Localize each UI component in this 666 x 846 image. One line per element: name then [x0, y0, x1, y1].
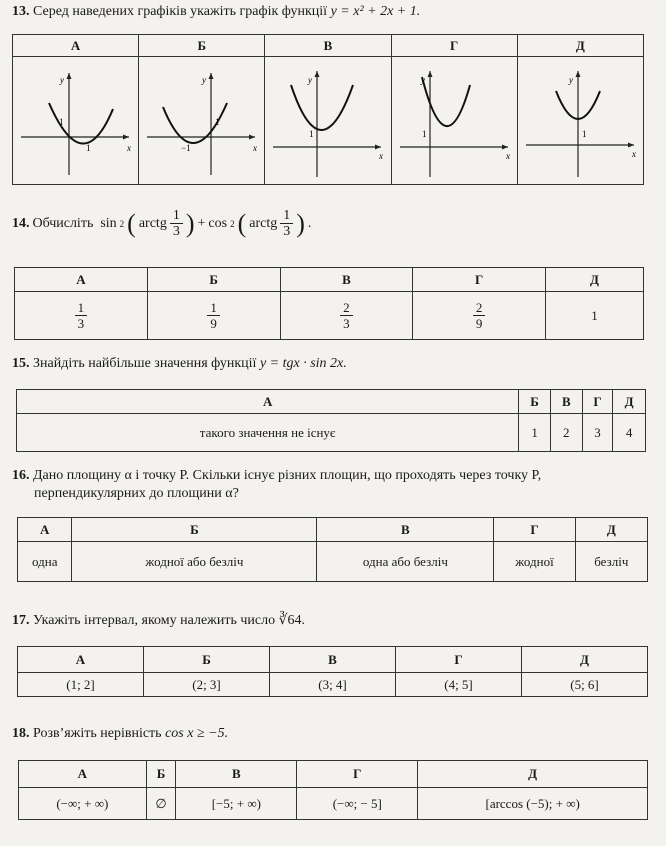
svg-text:y: y [420, 74, 425, 85]
svg-text:1: 1 [309, 128, 314, 139]
question-number: 15. [12, 356, 30, 371]
option-header: Б [72, 518, 317, 542]
option-a: (−∞; + ∞) [19, 788, 147, 820]
svg-text:1: 1 [581, 128, 587, 139]
fraction: $\frac{1}{3}$ [170, 208, 183, 239]
parabola-graph-a [13, 59, 137, 183]
svg-text:x: x [253, 142, 258, 153]
option-e: (5; 6] [522, 673, 648, 697]
question-number: 13. [12, 4, 30, 19]
question-17 [12, 612, 305, 629]
fraction: $\frac{1}{3}$ [280, 208, 293, 239]
option-header: А [13, 35, 139, 57]
svg-text:1: 1 [421, 128, 427, 139]
option-d: 3 [582, 414, 613, 452]
formula: y = tgx · sin 2x. [259, 356, 347, 371]
option-c: (3; 4] [270, 673, 396, 697]
option-c: одна або безліч [317, 542, 494, 582]
svg-text:x: x [379, 150, 384, 161]
option-c: [−5; + ∞) [176, 788, 297, 820]
option-header: Г [396, 647, 522, 673]
question-number: 18. [12, 726, 30, 741]
option-d: (4; 5] [396, 673, 522, 697]
option-header: Б [144, 647, 270, 673]
option-d: $\frac{2}{9}$ [413, 292, 546, 340]
question-text: Дано площину α і точку P. Скільки існує різних площин, що проходять через точку P, [33, 468, 542, 483]
svg-text:y: y [568, 74, 573, 85]
svg-text:y: y [60, 74, 64, 85]
option-header: В [270, 647, 396, 673]
svg-text:−1: −1 [181, 142, 191, 153]
answer-table-18 [18, 760, 648, 820]
option-b: жодної або безліч [72, 542, 317, 582]
option-header: Д [546, 268, 644, 292]
option-a: $\frac{1}{3}$ [15, 292, 148, 340]
question-text: Розв’яжіть нерівність [33, 726, 162, 741]
option-b: (2; 3] [144, 673, 270, 697]
graph-e [517, 57, 643, 185]
option-e: 4 [613, 414, 646, 452]
question-number: 14. [12, 215, 30, 231]
question-number: 16. [12, 468, 30, 483]
option-header: А [19, 761, 147, 788]
graph-a [13, 57, 139, 185]
question-15 [12, 356, 347, 372]
formula: y = x² + 2x + 1. [330, 4, 421, 19]
answer-table-14 [14, 267, 644, 340]
option-header: В [280, 268, 413, 292]
answer-table-15 [16, 389, 646, 452]
parabola-graph-e [518, 59, 642, 183]
answer-table-16 [17, 517, 648, 582]
option-e: 1 [546, 292, 644, 340]
svg-text:x: x [127, 142, 131, 153]
question-text: Знайдіть найбільше значення функції [33, 356, 257, 371]
option-header: Г [297, 761, 418, 788]
svg-text:1: 1 [59, 116, 64, 127]
option-header: А [15, 268, 148, 292]
option-b: 1 [519, 414, 551, 452]
option-a: такого значення не існує [17, 414, 519, 452]
parabola-graph-b [139, 59, 263, 183]
option-header: Г [413, 268, 546, 292]
option-header: Б [146, 761, 176, 788]
option-a: одна [18, 542, 72, 582]
option-header: В [265, 35, 391, 57]
parabola-graph-d [392, 59, 516, 183]
option-header: Г [582, 390, 613, 414]
option-header: Г [391, 35, 517, 57]
graph-c [265, 57, 391, 185]
option-header: В [550, 390, 582, 414]
option-d: жодної [494, 542, 575, 582]
formula: ∛64. [278, 613, 305, 628]
option-b: ∅ [146, 788, 176, 820]
option-header: Г [494, 518, 575, 542]
option-e: безліч [575, 542, 647, 582]
answer-table-13 [12, 34, 644, 185]
question-text: Обчисліть [32, 215, 94, 231]
option-b: $\frac{1}{9}$ [147, 292, 280, 340]
svg-text:y: y [202, 74, 207, 85]
option-d: (−∞; − 5] [297, 788, 418, 820]
question-text-line2: перпендикулярних до площини α? [34, 486, 239, 501]
parabola-graph-c [265, 59, 389, 183]
svg-text:1: 1 [215, 116, 220, 127]
option-header: Д [575, 518, 647, 542]
option-header: В [176, 761, 297, 788]
svg-text:x: x [505, 150, 510, 161]
formula: cos x ≥ −5. [165, 726, 229, 741]
option-header: Б [147, 268, 280, 292]
question-16 [12, 467, 652, 503]
option-a: (1; 2] [18, 673, 144, 697]
option-header: Д [522, 647, 648, 673]
option-header: Д [613, 390, 646, 414]
option-header: Б [139, 35, 265, 57]
option-header: А [18, 518, 72, 542]
option-header: В [317, 518, 494, 542]
question-14: 14. Обчисліть sin 2 ( arctg $\frac{1}{3}$ ) + cos 2 ( arctg $\frac{1}{3}$ ) . [12, 208, 312, 239]
option-c: $\frac{2}{3}$ [280, 292, 413, 340]
question-text: Серед наведених графіків укажіть графік функції [33, 4, 328, 19]
option-header: Б [519, 390, 551, 414]
answer-table-17 [17, 646, 648, 697]
option-header: Д [418, 761, 648, 788]
svg-text:1: 1 [86, 142, 91, 153]
question-text: Укажіть інтервал, якому належить число [33, 613, 276, 628]
option-c: 2 [550, 414, 582, 452]
option-header: А [18, 647, 144, 673]
question-13 [12, 4, 420, 20]
svg-text:y: y [308, 74, 313, 85]
option-header: Д [517, 35, 643, 57]
graph-d [391, 57, 517, 185]
graph-b [139, 57, 265, 185]
question-18 [12, 726, 228, 742]
svg-text:x: x [631, 148, 636, 159]
question-number: 17. [12, 613, 30, 628]
option-header: А [17, 390, 519, 414]
option-e: [arccos (−5); + ∞) [418, 788, 648, 820]
